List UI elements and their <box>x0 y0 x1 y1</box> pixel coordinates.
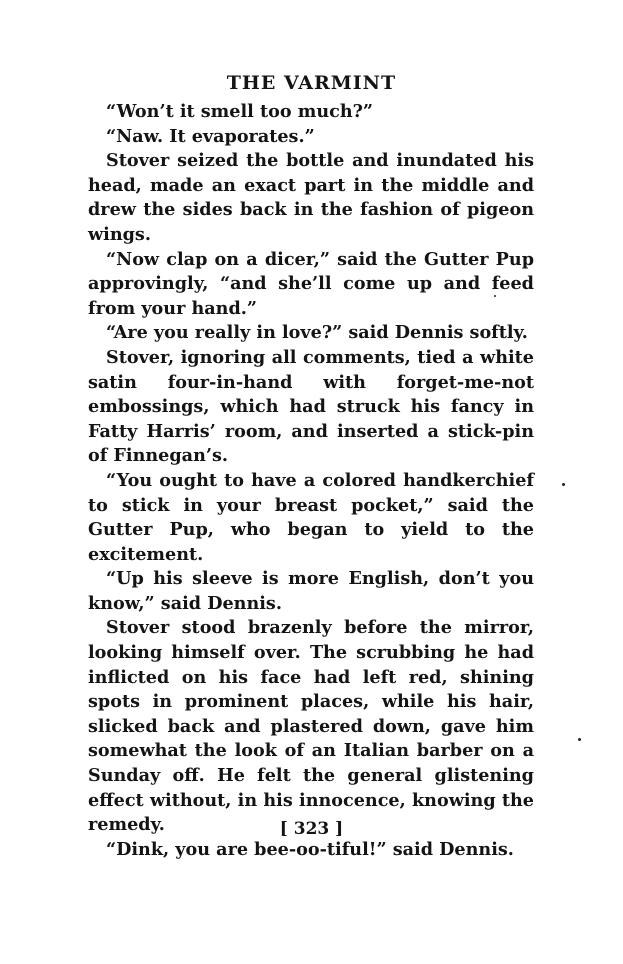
scan-speck <box>578 738 581 741</box>
paragraph: Stover, ignoring all comments, tied a white satin four-in-hand with forget-me-not embossings, which had struck his fancy in Fatty Harris’ room, and inserted a stick-pin of Finnegan’s. <box>88 346 534 467</box>
page-number: [ 323 ] <box>279 819 344 839</box>
paragraph: “Dink, you are bee-oo-tiful!” said Dennis. <box>106 838 514 860</box>
paragraph: “Are you really in love?” said Dennis softly. <box>106 322 528 344</box>
scan-speck <box>494 295 496 297</box>
body-text <box>88 100 534 862</box>
paragraph: Stover seized the bottle and inundated his head, made an exact part in the middle and drew the sides back in the fashion of pigeon wings. <box>88 150 534 245</box>
paragraph: “Up his sleeve is more English, don’t you know,” said Dennis. <box>88 568 534 614</box>
paragraph: “You ought to have a colored handkerchief to stick in your breast pocket,” said the Gutter Pup, who began to yield to the excitement. <box>88 469 534 565</box>
running-head: THE VARMINT <box>226 72 397 94</box>
paragraph: “Naw. It evaporates.” <box>106 125 315 147</box>
paragraph: Stover stood brazenly before the mirror, looking himself over. The scrubbing he had inflicted on his face had left red, shining spots in prominent places, while his hair, slicked back and plastered down, gave him somewhat the look of an Italian barber on a Sunday off. He felt the general glistening effect without, in his innocence, knowing the remedy. <box>88 617 534 836</box>
scan-speck <box>562 483 565 486</box>
paragraph: “Now clap on a dicer,” said the Gutter Pup approvingly, “and she’ll come up and feed from your hand.” <box>88 248 534 319</box>
paragraph: “Won’t it smell too much?” <box>106 101 374 122</box>
